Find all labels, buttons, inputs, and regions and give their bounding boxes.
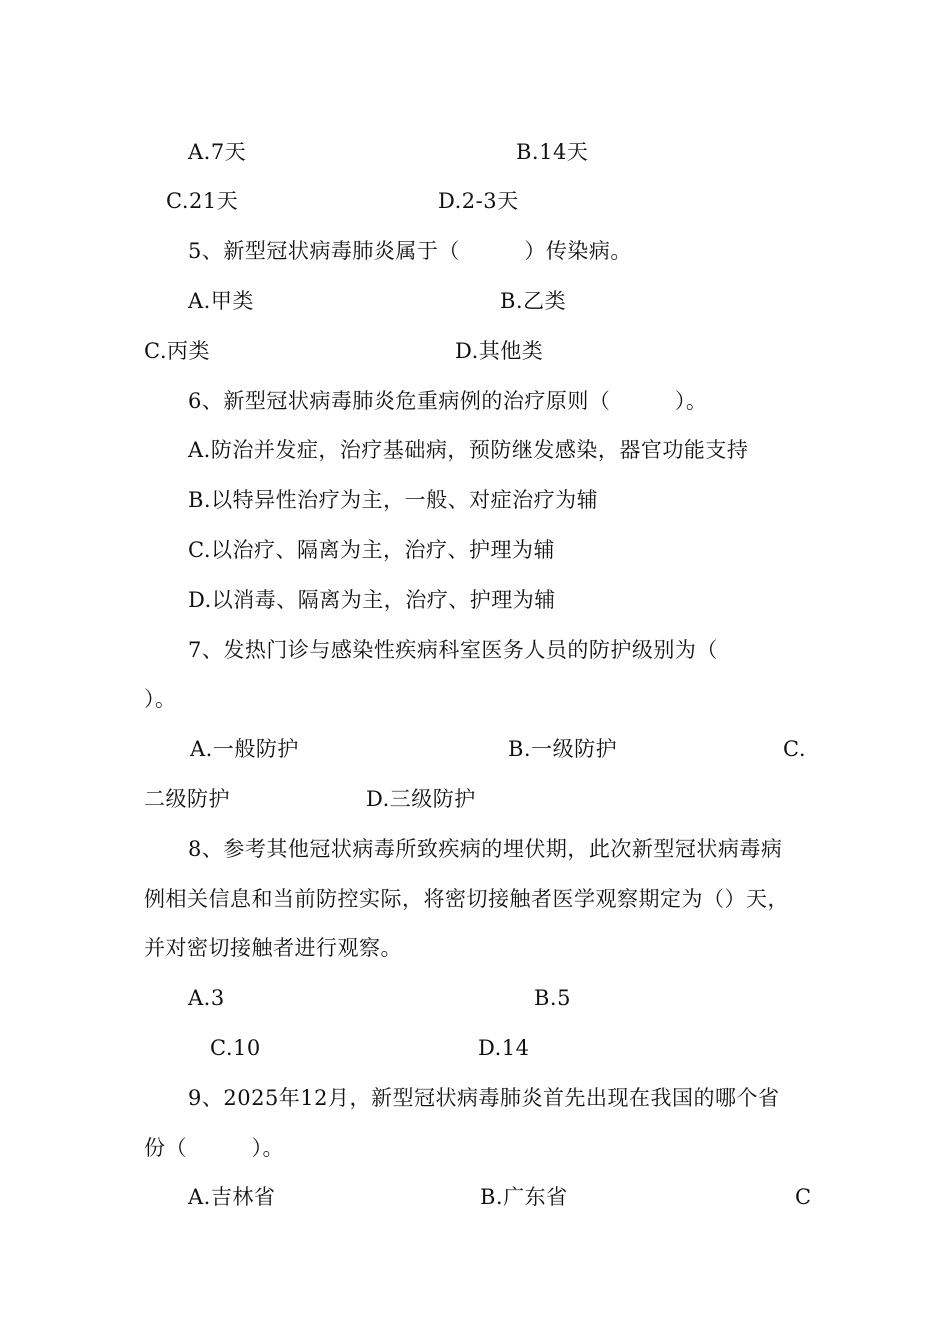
q4-option-d: D.2-3天 xyxy=(438,189,519,213)
q9-stem-line2: 份（ ）。 xyxy=(144,1136,284,1160)
q7-option-c-prefix: C. xyxy=(783,737,806,761)
q5-option-c: C.丙类 xyxy=(144,339,210,363)
q7-option-c-text: 二级防护 xyxy=(144,787,230,811)
q8-stem-line3: 并对密切接触者进行观察。 xyxy=(144,936,402,960)
q8-stem-line2: 例相关信息和当前防控实际，将密切接触者医学观察期定为（）天， xyxy=(144,887,789,911)
q5-option-d: D.其他类 xyxy=(455,339,544,363)
q7-stem-line2: ）。 xyxy=(144,687,177,711)
q4-option-a: A.7天 xyxy=(188,140,247,164)
q6-option-a: A.防治并发症，治疗基础病，预防继发感染，器官功能支持 xyxy=(188,438,749,462)
q9-option-c-prefix: C xyxy=(795,1185,812,1209)
q5-option-a: A.甲类 xyxy=(188,289,254,313)
q7-stem-line1: 7、发热门诊与感染性疾病科室医务人员的防护级别为（ xyxy=(188,638,718,662)
q8-option-d: D.14 xyxy=(478,1036,530,1060)
q6-option-d: D.以消毒、隔离为主，治疗、护理为辅 xyxy=(188,588,556,612)
q5-option-b: B.乙类 xyxy=(500,289,567,313)
q9-option-a: A.吉林省 xyxy=(188,1185,276,1209)
q8-option-a: A.3 xyxy=(188,986,225,1010)
q9-stem-line1: 9、2025年12月，新型冠状病毒肺炎首先出现在我国的哪个省 xyxy=(188,1086,780,1110)
q7-option-d: D.三级防护 xyxy=(366,787,476,811)
q8-stem-line1: 8、参考其他冠状病毒所致疾病的埋伏期，此次新型冠状病毒病 xyxy=(188,837,783,861)
q7-option-b: B.一级防护 xyxy=(508,737,618,761)
q4-option-b: B.14天 xyxy=(516,140,589,164)
q7-option-a: A.一般防护 xyxy=(190,737,299,761)
q6-stem: 6、新型冠状病毒肺炎危重病例的治疗原则（ ）。 xyxy=(188,389,708,413)
q6-option-c: C.以治疗、隔离为主，治疗、护理为辅 xyxy=(188,538,555,562)
q9-option-b: B.广东省 xyxy=(480,1185,568,1209)
q8-option-c: C.10 xyxy=(210,1036,261,1060)
q6-option-b: B.以特异性治疗为主，一般、对症治疗为辅 xyxy=(188,488,599,512)
q5-stem: 5、新型冠状病毒肺炎属于（ ）传染病。 xyxy=(188,239,632,263)
q4-option-c: C.21天 xyxy=(166,189,239,213)
q8-option-b: B.5 xyxy=(534,986,571,1010)
